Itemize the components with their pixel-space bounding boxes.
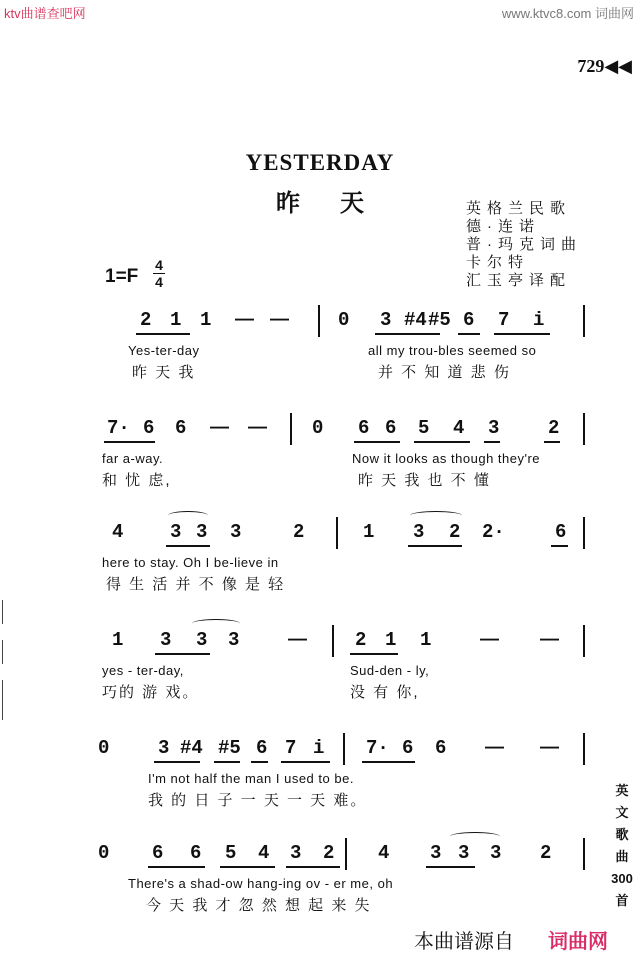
slur	[410, 511, 462, 520]
beam-underline	[104, 441, 155, 443]
note: 2	[548, 417, 560, 439]
note: 6	[435, 737, 447, 759]
slur	[450, 832, 500, 841]
credit-line: 汇玉亭译配	[466, 272, 572, 289]
note: 4	[453, 417, 465, 439]
note: 3	[290, 842, 302, 864]
beam-underline	[220, 866, 275, 868]
note: 7·	[107, 417, 130, 439]
beam-underline	[148, 866, 205, 868]
side-char: 300	[611, 871, 633, 886]
source-link[interactable]: 词曲网	[548, 931, 608, 953]
beam-underline	[544, 441, 560, 443]
side-char: 歌	[615, 827, 629, 842]
lyric-chinese: 并 不 知 道 悲 伤	[378, 364, 511, 381]
beam-underline	[136, 333, 190, 335]
note: 2	[355, 629, 367, 651]
note: 0	[98, 737, 110, 759]
note: 6	[385, 417, 397, 439]
lyric-english: yes - ter-day,	[102, 663, 184, 678]
beam-underline	[426, 866, 475, 868]
lyric-english: I'm not half the man I used to be.	[148, 771, 354, 786]
note: 5	[225, 842, 237, 864]
note: 1	[200, 309, 212, 331]
note: 6	[463, 309, 475, 331]
note: 6	[143, 417, 155, 439]
beam-underline	[214, 761, 240, 763]
slur	[192, 619, 240, 628]
lyric-english: Sud-den - ly,	[350, 663, 430, 678]
margin-tick	[2, 680, 3, 720]
hold-dash: —	[235, 309, 254, 330]
beam-underline	[166, 545, 210, 547]
key-signature: 1=F	[105, 266, 139, 287]
slur	[168, 511, 208, 520]
bar-line	[583, 733, 585, 765]
note: 3	[158, 737, 170, 759]
note: #4	[180, 737, 203, 759]
note: 1	[170, 309, 182, 331]
bar-line	[583, 517, 585, 549]
beam-underline	[458, 333, 480, 335]
side-char: 英	[615, 783, 629, 798]
note: 0	[338, 309, 350, 331]
note: 4	[378, 842, 390, 864]
score-row	[0, 521, 640, 631]
time-sig-bottom: 4	[155, 274, 163, 290]
credit-line: 德·连诺	[466, 218, 540, 235]
beam-underline	[551, 545, 568, 547]
hold-dash: —	[210, 417, 229, 438]
beam-underline	[362, 761, 415, 763]
beam-underline	[354, 441, 400, 443]
source-label: 本曲谱源自	[414, 931, 514, 953]
note: #5	[218, 737, 241, 759]
lyric-chinese: 巧的 游 戏。	[102, 684, 200, 701]
note: 5	[418, 417, 430, 439]
note: 3	[413, 521, 425, 543]
lyric-chinese: 昨 天 我 也 不 懂	[358, 472, 491, 489]
note: 6	[190, 842, 202, 864]
lyric-chinese: 和 忧 虑,	[102, 472, 172, 489]
note: 3	[488, 417, 500, 439]
note: 6	[152, 842, 164, 864]
bar-line	[343, 733, 345, 765]
beam-underline	[286, 866, 340, 868]
beam-underline	[408, 545, 462, 547]
note: 1	[112, 629, 124, 651]
lyric-chinese: 今 天 我 才 忽 然 想 起 来 失	[146, 897, 372, 914]
beam-underline	[155, 653, 210, 655]
hold-dash: —	[288, 629, 307, 650]
hold-dash: —	[270, 309, 289, 330]
score-row	[0, 629, 640, 739]
lyric-chinese: 得 生 活 并 不 像 是 轻	[106, 576, 286, 593]
beam-underline	[484, 441, 500, 443]
credit-line: 卡尔特	[466, 254, 530, 271]
note: i	[533, 309, 545, 331]
hold-dash: —	[540, 629, 559, 650]
side-char: 文	[615, 805, 629, 820]
note: 1	[385, 629, 397, 651]
note: 1	[363, 521, 375, 543]
watermark-left: ktv曲谱查吧网	[4, 6, 86, 21]
hold-dash: —	[248, 417, 267, 438]
note: 0	[98, 842, 110, 864]
bar-line	[332, 625, 334, 657]
hold-dash: —	[485, 737, 504, 758]
lyric-english: here to stay. Oh I be-lieve in	[102, 555, 279, 570]
credits	[466, 200, 582, 290]
lyric-chinese: 没 有 你,	[350, 684, 420, 701]
side-caption	[610, 780, 634, 912]
score-row	[0, 737, 640, 847]
beam-underline	[494, 333, 550, 335]
note: #5	[428, 309, 451, 331]
note: 2	[323, 842, 335, 864]
note: 2	[293, 521, 305, 543]
beam-underline	[154, 761, 200, 763]
margin-tick	[2, 600, 3, 624]
note: 7	[498, 309, 510, 331]
note: 2	[140, 309, 152, 331]
time-sig-top: 4	[155, 257, 163, 273]
note: 3	[230, 521, 242, 543]
note: #4	[404, 309, 427, 331]
note: 3	[196, 521, 208, 543]
note: 6	[256, 737, 268, 759]
credit-line: 英格兰民歌	[466, 200, 572, 217]
note: 3	[490, 842, 502, 864]
bar-line	[583, 305, 585, 337]
score-row	[0, 842, 640, 952]
note: 2	[449, 521, 461, 543]
lyric-english: Now it looks as though they're	[352, 451, 541, 466]
bar-line	[336, 517, 338, 549]
note: 3	[380, 309, 392, 331]
note: 4	[258, 842, 270, 864]
side-char: 曲	[615, 849, 629, 864]
title-english: YESTERDAY	[245, 150, 395, 175]
note: 1	[420, 629, 432, 651]
note: 6	[175, 417, 187, 439]
note: 6	[358, 417, 370, 439]
beam-underline	[281, 761, 330, 763]
note: 2	[540, 842, 552, 864]
note: 7·	[366, 737, 389, 759]
lyric-english: Yes-ter-day	[128, 343, 200, 358]
beam-underline	[251, 761, 268, 763]
side-char: 首	[615, 893, 629, 908]
bar-line	[583, 625, 585, 657]
note: 6	[402, 737, 414, 759]
note: 2·	[482, 521, 505, 543]
score-row	[0, 309, 640, 419]
note: 4	[112, 521, 124, 543]
lyric-english: There's a shad-ow hang-ing ov - er me, oh	[128, 876, 394, 891]
note: 3	[228, 629, 240, 651]
beam-underline	[375, 333, 440, 335]
bar-line	[345, 838, 347, 870]
note: 0	[312, 417, 324, 439]
watermark-right: www.ktvc8.com 词曲网	[501, 6, 634, 21]
note: 6	[555, 521, 567, 543]
note: 3	[160, 629, 172, 651]
score-row	[0, 417, 640, 527]
note: 3	[170, 521, 182, 543]
note: 7	[285, 737, 297, 759]
title-chinese: 昨天	[276, 190, 404, 217]
credit-line: 普·玛克词曲	[466, 236, 582, 253]
bar-line	[318, 305, 320, 337]
lyric-english: all my trou-bles seemed so	[368, 343, 537, 358]
bar-line	[583, 413, 585, 445]
beam-underline	[414, 441, 470, 443]
lyric-english: far a-way.	[102, 451, 164, 466]
bar-line	[290, 413, 292, 445]
note: i	[313, 737, 325, 759]
note: 3	[430, 842, 442, 864]
time-signature	[153, 258, 165, 289]
bar-line	[583, 838, 585, 870]
hold-dash: —	[540, 737, 559, 758]
page-number: 729◀◀	[577, 56, 632, 76]
beam-underline	[350, 653, 398, 655]
margin-tick	[2, 640, 3, 664]
note: 3	[196, 629, 208, 651]
note: 3	[458, 842, 470, 864]
hold-dash: —	[480, 629, 499, 650]
lyric-chinese: 我 的 日 子 一 天 一 天 难。	[148, 792, 368, 809]
lyric-chinese: 昨 天 我	[132, 364, 196, 381]
